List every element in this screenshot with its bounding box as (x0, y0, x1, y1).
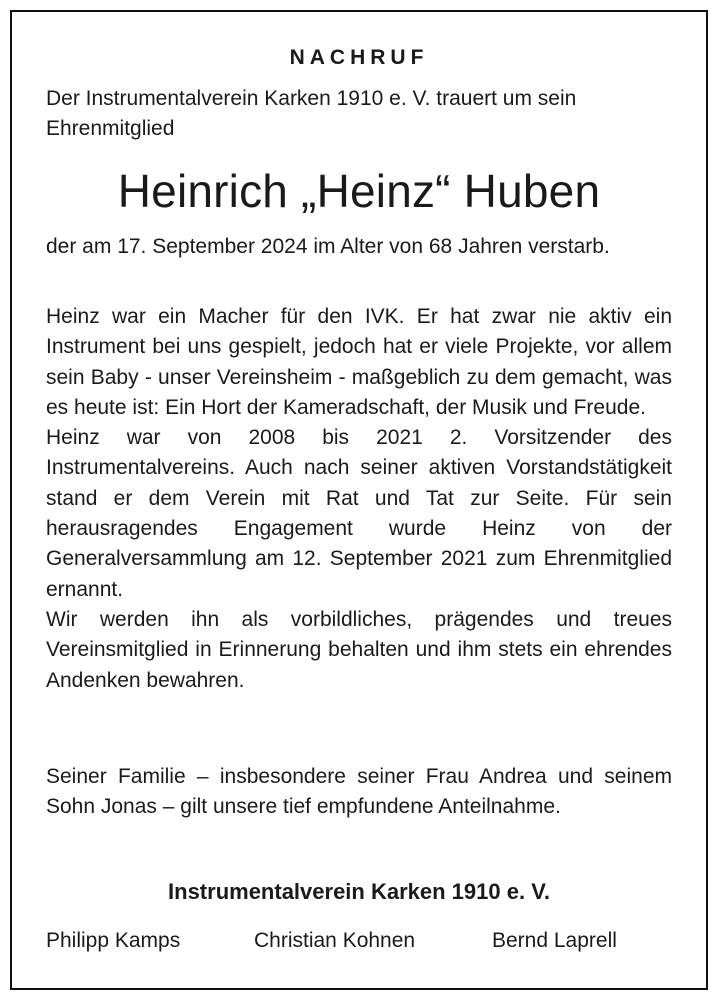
tribute-paragraph: Wir werden ihn als vorbildliches, prägendes und treues Vereinsmitglied in Erinnerung behalten und ihm stets ein ehrendes Andenken bewahren. (46, 607, 672, 692)
deceased-name: Heinrich „Heinz“ Huben (117, 165, 601, 217)
intro-text: Der Instrumentalverein Karken 1910 e. V. trauert um sein Ehrenmitglied (46, 87, 577, 140)
tribute-paragraph: Heinz war ein Macher für den IVK. Er hat zwar nie aktiv ein Instrument bei uns gespielt, jedoch hat er viele Projekte, vor allem sein Baby - unser Vereinsheim - maßgeblich zu dem gemacht, was es heute ist: Ein Hort der Kameradschaft, der Musik und Freude. (46, 305, 672, 419)
signatory-name: Christian Kohnen (254, 929, 416, 952)
signatory-name: Bernd Laprell (492, 929, 617, 952)
death-notice: der am 17. September 2024 im Alter von 68 Jahren verstarb. (46, 235, 610, 258)
signatory-name: Philipp Kamps (46, 929, 181, 952)
organization-name: Instrumentalverein Karken 1910 e. V. (168, 879, 550, 904)
obituary-heading: NACHRUF (289, 46, 429, 69)
tribute-text (46, 302, 672, 696)
condolence-text: Seiner Familie – insbesondere seiner Frau Andrea und seinem Sohn Jonas – gilt unsere tief empfundene Anteilnahme. (46, 765, 672, 819)
tribute-paragraph: Heinz war von 2008 bis 2021 2. Vorsitzender des Instrumentalvereins. Auch nach seiner aktiven Vorstandstätigkeit stand er dem Verein mit Rat und Tat zur Seite. Für sein herausragendes Engagement wurde Heinz von der Generalversammlung am 12. September 2021 zum Ehrenmitglied ernannt. (46, 426, 672, 601)
